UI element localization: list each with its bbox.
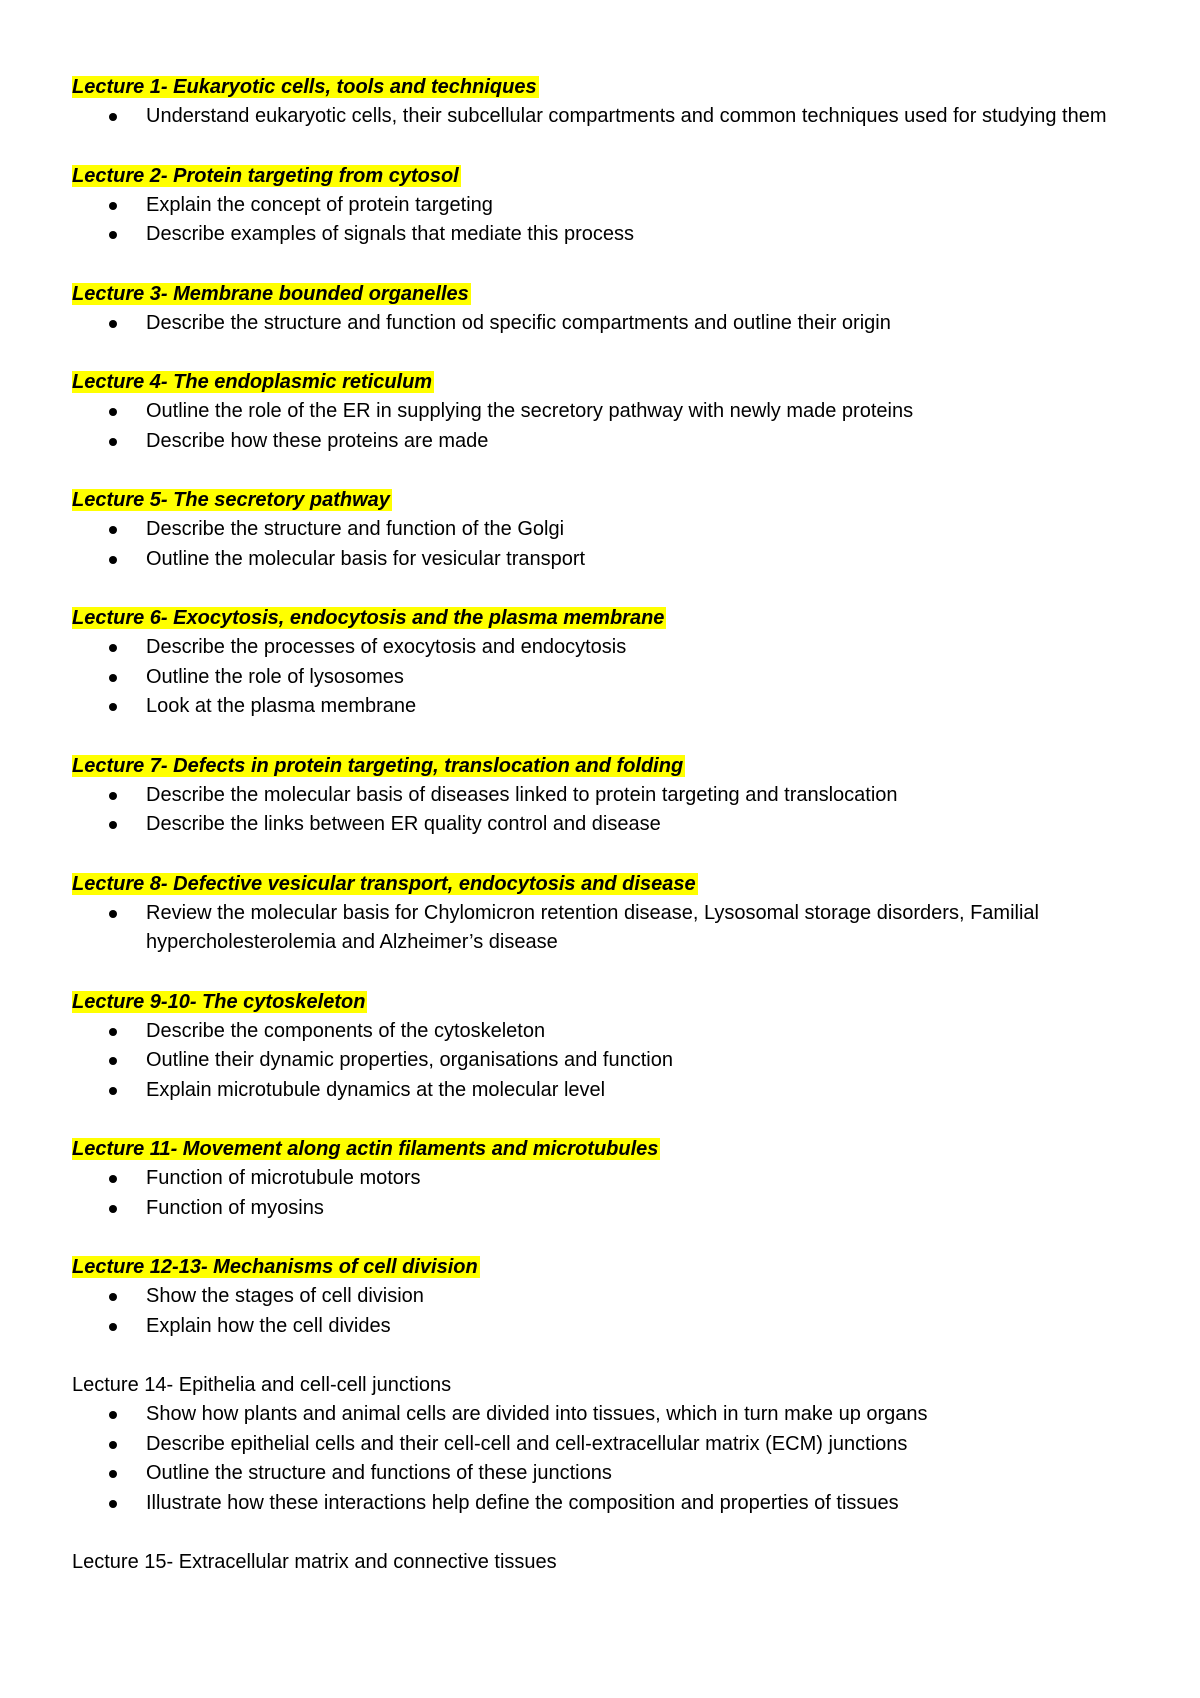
bullet-list — [72, 899, 1152, 958]
bullet-icon — [109, 438, 117, 446]
bullet-icon — [109, 1028, 117, 1036]
bullet-text: Explain microtubule dynamics at the molecular level — [146, 1078, 606, 1101]
bullet-list — [72, 781, 1152, 840]
bullet-item — [72, 191, 1152, 221]
bullet-icon — [109, 231, 117, 239]
heading-text: Lecture 14- Epithelia and cell-cell junctions — [72, 1374, 452, 1396]
bullet-text: Outline the molecular basis for vesicular transport — [146, 547, 586, 570]
bullet-text: Describe the links between ER quality control and disease — [146, 813, 661, 835]
lecture-heading — [72, 72, 1152, 102]
lecture-section — [72, 485, 1152, 574]
bullet-icon — [109, 556, 117, 564]
lecture-heading — [72, 1547, 1152, 1577]
highlighted-heading-text: Lecture 8- Defective vesicular transport, endocytosis and disease — [72, 872, 696, 895]
lecture-section — [72, 1370, 1152, 1518]
bullet-item — [72, 397, 1152, 427]
bullet-list — [72, 1164, 1152, 1223]
bullet-text: Look at the plasma membrane — [146, 695, 417, 717]
lecture-section — [72, 1134, 1152, 1223]
bullet-icon — [109, 408, 117, 416]
bullet-list — [72, 1400, 1152, 1518]
lecture-section — [72, 279, 1152, 339]
highlighted-heading-text: Lecture 11- Movement along actin filaments and microtubules — [72, 1138, 659, 1160]
lecture-heading — [72, 485, 1152, 515]
bullet-text: Show how plants and animal cells are divided into tissues, which in turn make up organs — [146, 1403, 928, 1425]
bullet-list — [72, 102, 1152, 132]
bullet-icon — [109, 1175, 117, 1183]
bullet-icon — [109, 1441, 117, 1449]
highlighted-heading-text: Lecture 12-13- Mechanisms of cell division — [72, 1256, 478, 1278]
bullet-item — [72, 515, 1152, 545]
lecture-section — [72, 1252, 1152, 1341]
bullet-item — [72, 427, 1152, 457]
bullet-icon — [109, 1205, 117, 1213]
bullet-icon — [109, 821, 117, 829]
lecture-heading — [72, 161, 1152, 191]
bullet-item — [72, 1430, 1152, 1460]
bullet-item — [72, 1046, 1152, 1076]
bullet-item — [72, 1489, 1152, 1519]
highlighted-heading-text: Lecture 5- The secretory pathway — [72, 489, 390, 511]
bullet-text: Show the stages of cell division — [146, 1285, 424, 1307]
bullet-item — [72, 1076, 1152, 1106]
bullet-icon — [109, 320, 117, 328]
bullet-icon — [109, 1470, 117, 1478]
bullet-text: Explain how the cell divides — [146, 1314, 391, 1337]
lecture-heading — [72, 279, 1152, 309]
lecture-section — [72, 161, 1152, 250]
lecture-heading — [72, 367, 1152, 397]
bullet-item — [72, 102, 1152, 132]
bullet-item — [72, 663, 1152, 693]
bullet-text: Describe the molecular basis of diseases linked to protein targeting and translocation — [146, 783, 898, 806]
lecture-section — [72, 367, 1152, 456]
bullet-text: Describe epithelial cells and their cell-cell and cell-extracellular matrix (ECM) junctions — [146, 1432, 908, 1455]
lecture-heading — [72, 869, 1152, 899]
bullet-icon — [109, 703, 117, 711]
lecture-heading — [72, 1252, 1152, 1282]
bullet-icon — [109, 644, 117, 652]
bullet-icon — [109, 1293, 117, 1301]
bullet-item — [72, 899, 1152, 958]
highlighted-heading-text: Lecture 7- Defects in protein targeting, translocation and folding — [72, 754, 684, 777]
bullet-text: Function of myosins — [146, 1196, 324, 1219]
lecture-section — [72, 869, 1152, 958]
bullet-icon — [109, 202, 117, 210]
bullet-icon — [109, 792, 117, 800]
bullet-text: Describe how these proteins are made — [146, 429, 489, 452]
lecture-section — [72, 72, 1152, 132]
highlighted-heading-text: Lecture 3- Membrane bounded organelles — [72, 282, 469, 305]
bullet-icon — [109, 1087, 117, 1095]
bullet-item — [72, 309, 1152, 339]
bullet-item — [72, 810, 1152, 840]
bullet-list — [72, 1282, 1152, 1341]
bullet-icon — [109, 526, 117, 534]
bullet-text: Outline the role of the ER in supplying the secretory pathway with newly made proteins — [146, 400, 914, 422]
bullet-list — [72, 515, 1152, 574]
bullet-text: Describe examples of signals that mediate this process — [146, 223, 635, 245]
bullet-item — [72, 781, 1152, 811]
bullet-text: Review the molecular basis for Chylomicron retention disease, Lysosomal storage disorders, Familial hypercholesterolemia and Alzheimer’s disease — [146, 901, 1039, 953]
highlighted-heading-text: Lecture 1- Eukaryotic cells, tools and techniques — [72, 76, 537, 98]
bullet-text: Explain the concept of protein targeting — [146, 193, 493, 216]
bullet-text: Understand eukaryotic cells, their subcellular compartments and common techniques used for studying them — [146, 105, 1107, 127]
bullet-icon — [109, 113, 117, 121]
bullet-text: Describe the processes of exocytosis and endocytosis — [146, 636, 627, 658]
bullet-item — [72, 633, 1152, 663]
bullet-item — [72, 545, 1152, 575]
bullet-item — [72, 1017, 1152, 1047]
bullet-item — [72, 1459, 1152, 1489]
lecture-heading — [72, 987, 1152, 1017]
bullet-icon — [109, 910, 117, 918]
bullet-text: Outline the role of lysosomes — [146, 665, 404, 688]
bullet-text: Illustrate how these interactions help define the composition and properties of tissues — [146, 1491, 899, 1514]
lecture-heading — [72, 603, 1152, 633]
bullet-icon — [109, 674, 117, 682]
bullet-list — [72, 1017, 1152, 1106]
bullet-icon — [109, 1323, 117, 1331]
document-body — [72, 72, 1152, 1606]
bullet-text: Describe the structure and function od specific compartments and outline their origin — [146, 311, 891, 334]
bullet-item — [72, 1400, 1152, 1430]
bullet-icon — [109, 1500, 117, 1508]
lecture-heading — [72, 751, 1152, 781]
bullet-icon — [109, 1411, 117, 1419]
lecture-section — [72, 603, 1152, 722]
bullet-list — [72, 191, 1152, 250]
highlighted-heading-text: Lecture 2- Protein targeting from cytosol — [72, 164, 459, 187]
bullet-item — [72, 1164, 1152, 1194]
lecture-heading — [72, 1370, 1152, 1400]
bullet-item — [72, 692, 1152, 722]
bullet-item — [72, 1312, 1152, 1342]
bullet-text: Outline the structure and functions of these junctions — [146, 1462, 612, 1484]
lecture-section — [72, 987, 1152, 1106]
bullet-list — [72, 633, 1152, 722]
lecture-section — [72, 1547, 1152, 1577]
bullet-list — [72, 397, 1152, 456]
bullet-text: Describe the structure and function of the Golgi — [146, 518, 565, 540]
bullet-item — [72, 1194, 1152, 1224]
highlighted-heading-text: Lecture 6- Exocytosis, endocytosis and the plasma membrane — [72, 607, 665, 629]
lecture-section — [72, 751, 1152, 840]
bullet-list — [72, 309, 1152, 339]
highlighted-heading-text: Lecture 4- The endoplasmic reticulum — [72, 371, 433, 393]
highlighted-heading-text: Lecture 9-10- The cytoskeleton — [72, 990, 366, 1013]
bullet-text: Outline their dynamic properties, organisations and function — [146, 1049, 673, 1071]
bullet-text: Function of microtubule motors — [146, 1167, 421, 1189]
lecture-heading — [72, 1134, 1152, 1164]
bullet-item — [72, 1282, 1152, 1312]
bullet-text: Describe the components of the cytoskeleton — [146, 1019, 546, 1042]
bullet-item — [72, 220, 1152, 250]
bullet-icon — [109, 1057, 117, 1065]
heading-text: Lecture 15- Extracellular matrix and connective tissues — [72, 1551, 557, 1573]
